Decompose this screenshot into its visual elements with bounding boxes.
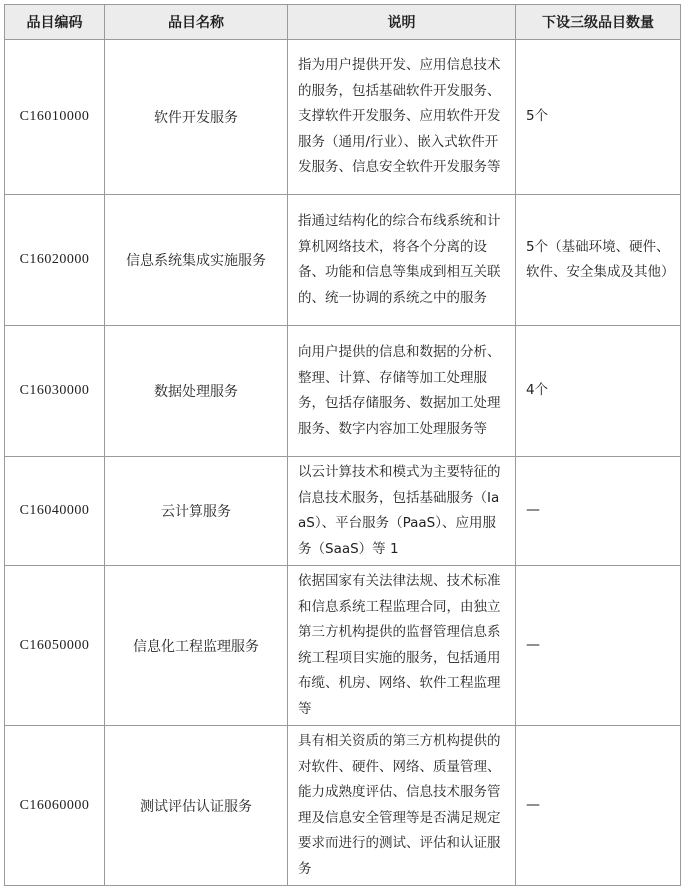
category-description: 向用户提供的信息和数据的分析、整理、计算、存储等加工处理服务，包括存储服务、数据加工处理服务、数字内容加工处理服务等 [288, 326, 516, 457]
table-row [5, 195, 681, 326]
category-name: 软件开发服务 [105, 40, 288, 195]
header-description: 说明 [288, 5, 516, 40]
category-name: 测试评估认证服务 [105, 726, 288, 886]
category-name: 数据处理服务 [105, 326, 288, 457]
subcategory-count: 5个（基础环境、硬件、软件、安全集成及其他） [516, 195, 681, 326]
header-subcategory-count: 下设三级品目数量 [516, 5, 681, 40]
subcategory-count: — [516, 457, 681, 566]
table-header [5, 5, 681, 40]
service-category-table [4, 4, 681, 886]
header-name: 品目名称 [105, 5, 288, 40]
category-code: C16030000 [5, 326, 105, 457]
category-code: C16010000 [5, 40, 105, 195]
header-code: 品目编码 [5, 5, 105, 40]
category-code: C16040000 [5, 457, 105, 566]
category-description: 指通过结构化的综合布线系统和计算机网络技术，将各个分离的设备、功能和信息等集成到相互关联的、统一协调的系统之中的服务 [288, 195, 516, 326]
subcategory-count: 4个 [516, 326, 681, 457]
table-row [5, 326, 681, 457]
category-code: C16020000 [5, 195, 105, 326]
subcategory-count: — [516, 566, 681, 726]
category-code: C16060000 [5, 726, 105, 886]
table-body [5, 40, 681, 886]
category-description: 指为用户提供开发、应用信息技术的服务，包括基础软件开发服务、支撑软件开发服务、应用软件开发服务（通用/行业）、嵌入式软件开发服务、信息安全软件开发服务等 [288, 40, 516, 195]
category-name: 信息化工程监理服务 [105, 566, 288, 726]
category-description: 依据国家有关法律法规、技术标准和信息系统工程监理合同，由独立第三方机构提供的监督管理信息系统工程项目实施的服务，包括通用布缆、机房、网络、软件工程监理等 [288, 566, 516, 726]
header-row [5, 5, 681, 40]
category-name: 信息系统集成实施服务 [105, 195, 288, 326]
table-row [5, 40, 681, 195]
subcategory-count: — [516, 726, 681, 886]
category-code: C16050000 [5, 566, 105, 726]
category-name: 云计算服务 [105, 457, 288, 566]
table-row [5, 566, 681, 726]
table-row [5, 457, 681, 566]
category-description: 以云计算技术和模式为主要特征的信息技术服务，包括基础服务（IaaS）、平台服务（PaaS）、应用服务（SaaS）等 1 [288, 457, 516, 566]
table-row [5, 726, 681, 886]
category-description: 具有相关资质的第三方机构提供的对软件、硬件、网络、质量管理、能力成熟度评估、信息技术服务管理及信息安全管理等是否满足规定要求而进行的测试、评估和认证服务 [288, 726, 516, 886]
subcategory-count: 5个 [516, 40, 681, 195]
